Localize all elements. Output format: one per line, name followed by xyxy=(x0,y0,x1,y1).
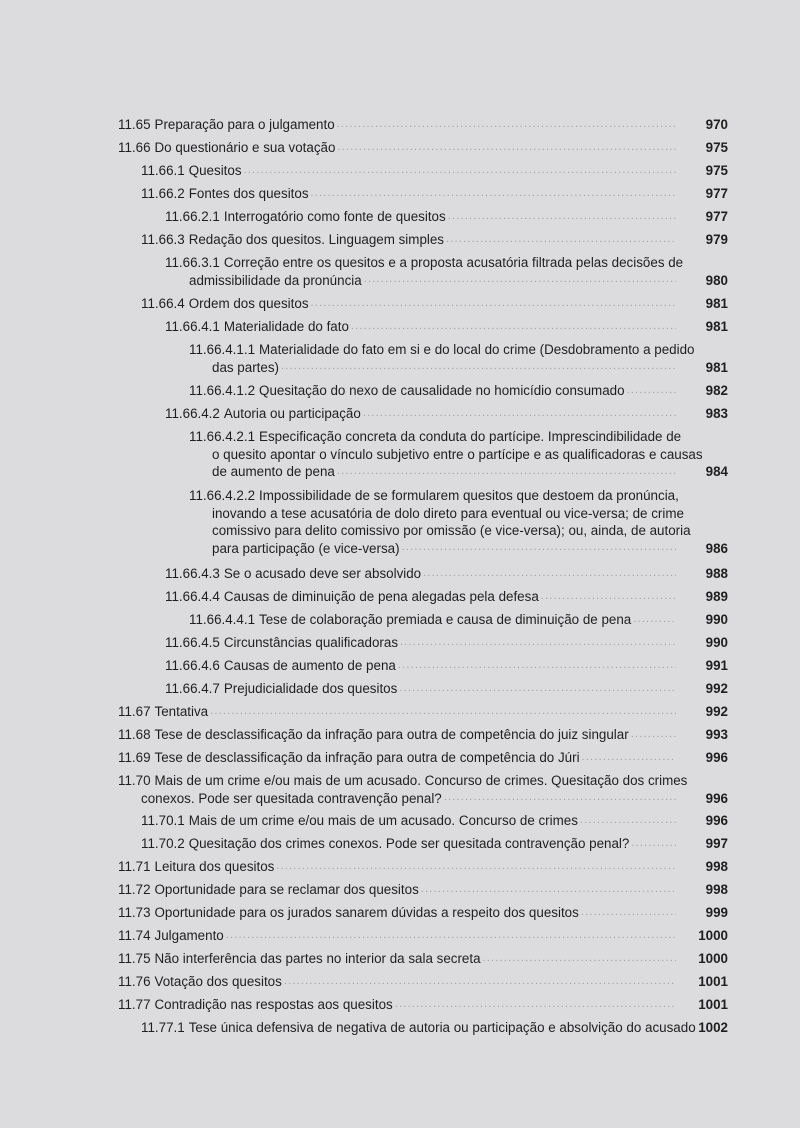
dot-leader xyxy=(244,164,676,177)
toc-entry-number: 11.66.2 xyxy=(141,186,185,201)
toc-entry-number: 11.66.4.6 xyxy=(165,658,220,673)
toc-entry-number: 11.66.4.2.2 xyxy=(189,488,256,503)
dot-leader xyxy=(631,728,676,741)
toc-entry[interactable] xyxy=(0,295,800,313)
toc-entry-title: Mais de um crime e/ou mais de um acusado. Concurso de crimes xyxy=(188,813,578,828)
toc-entry-page: 979 xyxy=(705,232,728,247)
dot-leader xyxy=(210,705,676,718)
toc-entry[interactable] xyxy=(0,162,800,180)
dot-leader xyxy=(311,297,676,310)
toc-entry-number: 11.66.1 xyxy=(141,163,185,178)
toc-entry-page: 1001 xyxy=(698,997,728,1012)
toc-entry-title: Oportunidade para os jurados sanarem dúvidas a respeito dos quesitos xyxy=(154,905,579,920)
toc-entry-title: Julgamento xyxy=(154,928,224,943)
dot-leader xyxy=(363,407,676,420)
dot-leader xyxy=(627,384,676,397)
toc-entry-title: Ordem dos quesitos xyxy=(188,296,309,311)
toc-entry-page: 992 xyxy=(705,681,728,696)
toc-entry-page: 991 xyxy=(705,658,728,673)
dot-leader xyxy=(421,883,676,896)
toc-entry-title: Autoria ou participação xyxy=(223,406,361,421)
toc-entry-title: Redação dos quesitos. Linguagem simples xyxy=(188,232,445,247)
toc-entry-page: 977 xyxy=(705,209,728,224)
toc-entry[interactable] xyxy=(0,858,800,876)
toc-entry-page: 1000 xyxy=(698,951,728,966)
toc-entry-number: 11.66.4.1 xyxy=(165,319,220,334)
dot-leader xyxy=(446,233,676,246)
toc-entry-page: 986 xyxy=(705,540,728,556)
dot-leader xyxy=(444,791,676,804)
toc-entry-number: 11.77 xyxy=(118,997,151,1012)
toc-entry-number: 11.66.3 xyxy=(141,232,185,247)
toc-entry-title: Tese de desclassificação da infração para outra de competência do juiz singular xyxy=(154,727,629,742)
toc-entry[interactable] xyxy=(0,657,800,675)
toc-entry-number: 11.71 xyxy=(118,859,151,874)
toc-entry-title: Tese única defensiva de negativa de autoria ou participação e absolvição do acusado xyxy=(188,1020,696,1035)
toc-entry[interactable] xyxy=(0,139,800,157)
toc-entry-page: 983 xyxy=(705,406,728,421)
dot-leader xyxy=(581,906,676,919)
toc-entry[interactable] xyxy=(0,254,800,289)
toc-entry-page: 996 xyxy=(705,813,728,828)
toc-entry-page: 988 xyxy=(705,566,728,581)
toc-entry-number: 11.66.4.5 xyxy=(165,635,220,650)
toc-entry-title: Quesitos xyxy=(188,163,242,178)
toc-entry-number: 11.66.4.7 xyxy=(165,681,220,696)
toc-entry-page: 981 xyxy=(705,359,728,375)
toc-entry-title: admissibilidade da pronúncia xyxy=(189,272,362,288)
toc-entry-title: Oportunidade para se reclamar dos quesitos xyxy=(154,882,419,897)
toc-entry-title: Votação dos quesitos xyxy=(154,974,282,989)
toc-entry-number: 11.76 xyxy=(118,974,151,989)
toc-entry-title: Não interferência das partes no interior da sala secreta xyxy=(154,951,481,966)
toc-entry-number: 11.66.4.1.1 xyxy=(189,342,256,357)
toc-entry-number: 11.65 xyxy=(118,117,151,132)
toc-entry-page: 1002 xyxy=(698,1020,728,1035)
dot-leader xyxy=(631,837,676,850)
toc-entry-page: 997 xyxy=(705,836,728,851)
toc-entry-title: Preparação para o julgamento xyxy=(154,117,335,132)
toc-entry-title: Quesitação do nexo de causalidade no homicídio consumado xyxy=(259,383,625,398)
dot-leader xyxy=(281,360,676,373)
toc-entry-title: Materialidade do fato em si e do local do crime (Desdobramento a pedido xyxy=(259,342,695,357)
toc-entry-number: 11.66.4.2 xyxy=(165,406,220,421)
toc-entry[interactable] xyxy=(0,835,800,853)
toc-entry-title: Tese de desclassificação da infração para outra de competência do Júri xyxy=(154,750,580,765)
toc-entry-number: 11.75 xyxy=(118,951,151,966)
dot-leader xyxy=(399,682,676,695)
toc-entry[interactable] xyxy=(0,428,800,481)
toc-entry-title: Interrogatório como fonte de quesitos xyxy=(223,209,446,224)
toc-entry-title: Circunstâncias qualificadoras xyxy=(223,635,399,650)
toc-entry-title: das partes) xyxy=(212,359,279,375)
toc-entry[interactable] xyxy=(0,565,800,583)
toc-entry-page: 989 xyxy=(705,589,728,604)
toc-entry-title: comissivo para delito comissivo por omissão (e vice-versa); ou, ainda, de autoria xyxy=(212,523,691,538)
toc-entry-title: Fontes dos quesitos xyxy=(188,186,309,201)
toc-entry-number: 11.66.4.1.2 xyxy=(189,383,256,398)
toc-entry-title: Especificação concreta da conduta do partícipe. Imprescindibilidade de xyxy=(259,429,682,444)
toc-entry[interactable] xyxy=(0,588,800,606)
toc-entry-page: 990 xyxy=(705,612,728,627)
toc-entry[interactable] xyxy=(0,382,800,400)
toc-entry-page: 1000 xyxy=(698,928,728,943)
toc-entry-page: 984 xyxy=(705,464,728,479)
dot-leader xyxy=(337,118,676,131)
toc-entry-page: 993 xyxy=(705,727,728,742)
toc-entry-page: 996 xyxy=(705,790,728,806)
dot-leader xyxy=(580,814,676,827)
toc-entry-number: 11.70.1 xyxy=(141,813,185,828)
toc-entry[interactable] xyxy=(0,1019,800,1037)
toc-entry-page: 992 xyxy=(705,704,728,719)
toc-entry-title: Contradição nas respostas aos quesitos xyxy=(154,997,393,1012)
toc-entry-number: 11.66.4.4 xyxy=(165,589,220,604)
toc-entry[interactable] xyxy=(0,904,800,922)
toc-entry[interactable] xyxy=(0,927,800,945)
toc-entry-number: 11.66.2.1 xyxy=(165,209,220,224)
toc-entry[interactable] xyxy=(0,185,800,203)
toc-entry[interactable] xyxy=(0,611,800,629)
toc-entry-title: Impossibilidade de se formularem quesitos que destoem da pronúncia, xyxy=(259,488,679,503)
toc-entry-page: 977 xyxy=(705,186,728,201)
toc-entry[interactable] xyxy=(0,749,800,767)
toc-entry-title: para participação (e vice-versa) xyxy=(212,540,400,556)
toc-entry-number: 11.66.4.4.1 xyxy=(189,612,256,627)
toc-entry[interactable] xyxy=(0,680,800,698)
toc-entry-number: 11.66 xyxy=(118,140,151,155)
toc-entry-page: 975 xyxy=(705,163,728,178)
toc-entry-page: 998 xyxy=(705,882,728,897)
toc-entry[interactable] xyxy=(0,231,800,249)
toc-entry[interactable] xyxy=(0,341,800,376)
toc-entry-page: 982 xyxy=(705,383,728,398)
toc-entry-number: 11.66.4 xyxy=(141,296,185,311)
toc-entry[interactable] xyxy=(0,950,800,968)
dot-leader xyxy=(337,141,676,154)
toc-entry[interactable] xyxy=(0,726,800,744)
toc-entry-page: 970 xyxy=(705,117,728,132)
toc-entry-number: 11.73 xyxy=(118,905,151,920)
toc-entry[interactable] xyxy=(0,812,800,830)
dot-leader xyxy=(351,320,676,333)
toc-entry[interactable] xyxy=(0,487,800,557)
toc-entry-page: 1001 xyxy=(698,974,728,989)
dot-leader xyxy=(364,273,676,286)
dot-leader xyxy=(448,210,676,223)
toc-entry[interactable] xyxy=(0,634,800,652)
toc-entry-title: Quesitação dos crimes conexos. Pode ser quesitada contravenção penal? xyxy=(188,836,630,851)
toc-entry-title: Tentativa xyxy=(154,704,209,719)
dot-leader xyxy=(483,952,676,965)
dot-leader xyxy=(395,998,676,1011)
toc-entry-number: 11.77.1 xyxy=(141,1020,185,1035)
toc-entry-number: 11.69 xyxy=(118,750,151,765)
toc-entry-title: Prejudicialidade dos quesitos xyxy=(223,681,398,696)
toc-entry-title: Correção entre os quesitos e a proposta acusatória filtrada pelas decisões de xyxy=(223,255,684,270)
toc-entry[interactable] xyxy=(0,996,800,1014)
toc-entry[interactable] xyxy=(0,772,800,807)
toc-entry-page: 981 xyxy=(705,296,728,311)
dot-leader xyxy=(284,975,676,988)
dot-leader xyxy=(541,590,676,603)
toc-entry-title: conexos. Pode ser quesitada contravenção penal? xyxy=(141,790,442,806)
toc-entry-number: 11.66.4.2.1 xyxy=(189,429,256,444)
toc-entry-number: 11.70.2 xyxy=(141,836,185,851)
toc-entry[interactable] xyxy=(0,881,800,899)
toc-entry-number: 11.66.3.1 xyxy=(165,255,220,270)
toc-entry[interactable] xyxy=(0,405,800,423)
toc-entry-page: 996 xyxy=(705,750,728,765)
toc-entry-title: Mais de um crime e/ou mais de um acusado. Concurso de crimes. Quesitação dos crimes xyxy=(154,773,688,788)
toc-entry-number: 11.67 xyxy=(118,704,151,719)
toc-entry-title: de aumento de pena xyxy=(212,464,335,479)
toc-entry-number: 11.66.4.3 xyxy=(165,566,220,581)
dot-leader xyxy=(423,567,676,580)
dot-leader xyxy=(337,465,676,478)
toc-entry[interactable] xyxy=(0,318,800,336)
toc-entry-title: inovando a tese acusatória de dolo direto para eventual ou vice-versa; de crime xyxy=(212,505,684,521)
dot-leader xyxy=(582,751,676,764)
toc-entry-page: 990 xyxy=(705,635,728,650)
dot-leader xyxy=(400,636,676,649)
toc-entry-number: 11.68 xyxy=(118,727,151,742)
dot-leader xyxy=(276,860,676,873)
dot-leader xyxy=(226,929,676,942)
toc-entry-number: 11.72 xyxy=(118,882,151,897)
dot-leader xyxy=(398,659,676,672)
toc-entry-title: Tese de colaboração premiada e causa de diminuição de pena xyxy=(259,612,632,627)
toc-entry-title: Do questionário e sua votação xyxy=(154,140,336,155)
toc-entry-page: 998 xyxy=(705,859,728,874)
toc-entry-page: 975 xyxy=(705,140,728,155)
toc-entry-title: Materialidade do fato xyxy=(223,319,349,334)
dot-leader xyxy=(402,541,676,554)
toc-entry-title: Causas de diminuição de pena alegadas pela defesa xyxy=(223,589,539,604)
toc-entry-title: Causas de aumento de pena xyxy=(223,658,396,673)
toc-entry-number: 11.74 xyxy=(118,928,151,943)
dot-leader xyxy=(633,613,676,626)
toc-entry-page: 980 xyxy=(705,272,728,288)
toc-entry[interactable] xyxy=(0,973,800,991)
toc-entry-page: 999 xyxy=(705,905,728,920)
dot-leader xyxy=(311,187,676,200)
toc-entry[interactable] xyxy=(0,208,800,226)
toc-entry-title: Se o acusado deve ser absolvido xyxy=(223,566,422,581)
toc-entry-page: 981 xyxy=(705,319,728,334)
toc-entry-title: Leitura dos quesitos xyxy=(154,859,275,874)
toc-entry[interactable] xyxy=(0,703,800,721)
toc-entry-number: 11.70 xyxy=(118,773,151,788)
toc-entry[interactable] xyxy=(0,116,800,134)
toc-entry-title: o quesito apontar o vínculo subjetivo entre o partícipe e as qualificadoras e causas xyxy=(212,446,703,462)
